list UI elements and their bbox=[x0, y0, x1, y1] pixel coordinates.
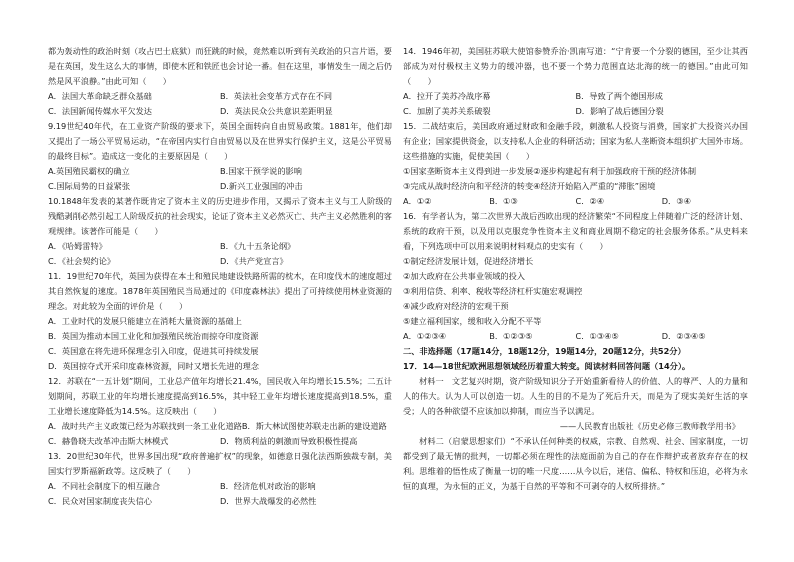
q16-option-a: A．①②③④ bbox=[403, 331, 447, 341]
q13-options-row2 bbox=[48, 494, 392, 509]
q9-option-d: D.新兴工业强国的冲击 bbox=[220, 181, 303, 191]
q13-option-d: D．世界大战爆发的必然性 bbox=[220, 496, 317, 506]
q8-options-row1 bbox=[48, 89, 392, 104]
q15-item-line2: ③完成从战时经济向和平经济的转变④经济开始陷入严重的“滞胀”困境 bbox=[403, 181, 656, 191]
q10-option-a: A．《哈姆雷特》 bbox=[48, 241, 107, 251]
q12-options-row1 bbox=[48, 419, 392, 434]
q16-item-1: ①制定经济发展计划，促进经济增长 bbox=[403, 256, 534, 266]
q11-option-c: C．英国意在将先进环保理念引入印度，促进其可持续发展 bbox=[48, 346, 259, 356]
q14-stem: 14．1946年初，美国驻苏联大使馆参赞乔治·凯南写道：“宁肯要一个分裂的德国，至少让其西部成为对付极权主义势力的缓冲器，也不要一个势力范围直达北海的统一的德国。”由此可知（ ） bbox=[403, 46, 748, 86]
q13-options-row1 bbox=[48, 479, 392, 494]
q14-options-row2 bbox=[403, 104, 748, 119]
q17-title: 17．14—18世纪欧洲思想领域经历着重大转变。阅读材料回答问题（14分）。 bbox=[403, 361, 691, 371]
q12-option-c: C．赫鲁晓夫改革冲击斯大林模式 bbox=[48, 436, 169, 446]
q15-item-line1: ①国家垄断资本主义得到进一步发展②逐步构建起有利于加强政府干预的经济体制 bbox=[403, 166, 697, 176]
q8-options-row2 bbox=[48, 104, 392, 119]
q16-item-5: ⑤建立福利国家，缓和收入分配不平等 bbox=[403, 316, 542, 326]
q16-option-d: D．②③④⑤ bbox=[661, 331, 706, 341]
q15-option-b: B．①③ bbox=[489, 196, 518, 206]
q12-option-b: B．斯大林试图使苏联走出新的建设道路 bbox=[241, 421, 387, 431]
q12-options-row2 bbox=[48, 434, 392, 449]
q11-stem: 11．19世纪70年代，英国为获得在本土和殖民地建设铁路所需的枕木，在印度伐木的速度超过其自然恢复的速度。1878年英国殖民当局通过的《印度森林法》提出了可持续使用林业资源的理念。对此较为全面的评价是（ ） bbox=[48, 271, 392, 311]
q14-option-d: D．影响了战后德国分裂 bbox=[575, 106, 664, 116]
q8-option-d: D．英法民众公共意识差距明显 bbox=[220, 106, 333, 116]
q10-options-row1 bbox=[48, 239, 392, 254]
q13-stem: 13．20世纪30年代，世界多国出现“政府普遍扩权”的现象，如德意日强化法西斯独裁专制，美国实行罗斯福新政等。这反映了（ ） bbox=[48, 451, 392, 476]
q11-option-b: B．英国为推动本国工业化和加强殖民统治而掠夺印度资源 bbox=[48, 331, 259, 341]
q12-stem: 12．苏联在“一五计划”期间，工业总产值年均增长21.4%，国民收入年均增长15.5%；二五计划期间，苏联工业的年均增长速度提高到16.5%，其中轻工业年均增长速度提高到18.5%，重工业增长速度降低为14.5%。这反映出（ ） bbox=[48, 376, 392, 416]
q8-option-c: C．法国新闻传媒水平欠发达 bbox=[48, 106, 152, 116]
q16-item-2: ②加大政府在公共事业领域的投入 bbox=[403, 271, 525, 281]
q16-item-4: ④减少政府对经济的宏观干预 bbox=[403, 301, 509, 311]
q10-option-b: B．《九十五条论纲》 bbox=[220, 241, 296, 251]
q14-options-row1 bbox=[403, 89, 748, 104]
q14-option-c: C．加剧了美苏关系破裂 bbox=[403, 106, 491, 116]
q16-item-3: ③利用信贷、利率、税收等经济杠杆实施宏观调控 bbox=[403, 286, 583, 296]
q16-option-c: C．①③④⑤ bbox=[575, 331, 619, 341]
q15-option-a: A．①② bbox=[403, 196, 432, 206]
q15-stem: 15．二战结束后，美国政府通过财政和金融手段，刺激私人投资与消费，国家扩大投资兴办国有企业；国家提供资金，以支持私人企业的科研活动；国家为私人垄断资本组织扩大国外市场。这些措施的实施，促使美国（ ） bbox=[403, 121, 748, 161]
q15-options bbox=[403, 194, 748, 209]
q13-option-a: A．不同社会制度下的相互融合 bbox=[48, 481, 161, 491]
q9-option-c: C.国际局势的日益紧张 bbox=[48, 181, 131, 191]
left-column bbox=[48, 44, 392, 509]
q9-stem: 9.19世纪40年代，在工业资产阶级的要求下，英国全面转向自由贸易政策。1881年，他们却又提出了一场公平贸易运动，“在帝国内实行自由贸易以及在世界实行保护主义，这是公平贸易的最终目标”。造成这一变化的主要原因是（ ） bbox=[48, 121, 392, 161]
q12-option-d: D．物质利益的刺激而导致积极性提高 bbox=[220, 436, 358, 446]
q11-option-d: D．英国掠夺式开采印度森林资源，同时又增长先进的理念 bbox=[48, 361, 259, 371]
q16-option-b: B．①②③⑤ bbox=[489, 331, 533, 341]
section-2-heading: 二、非选择题（17题14分，18题12分，19题14分，20题12分，共52分） bbox=[403, 346, 686, 356]
q10-option-c: C．《社会契约论》 bbox=[48, 256, 116, 266]
q8-stem: 都为轰动性的政治时刻（攻占巴士底狱）而狂跳的时候，竟然难以听到有关政治的只言片语，要是在英国，发生这么大的事情，即使木匠和铁匠也会讨论一番。但在这里，事情发生一周之后仍然是风平浪静。”由此可知（ ） bbox=[48, 46, 392, 86]
q10-stem: 10.1848年发表的某著作既肯定了资本主义的历史进步作用，又揭示了资本主义与工人阶级的残酷剥削必然引起工人阶级反抗的社会现实，论证了资本主义必然灭亡、共产主义必然胜利的客观规律。该著作可能是（ ） bbox=[48, 196, 392, 236]
q13-option-b: B．经济危机对政治的影响 bbox=[220, 481, 316, 491]
q16-options bbox=[403, 329, 748, 344]
q9-option-b: B.国家干预学说的影响 bbox=[220, 166, 302, 176]
material-1-source: ——人民教育出版社《历史必修三教师教学用书》 bbox=[559, 421, 740, 431]
q10-option-d: D．《共产党宣言》 bbox=[220, 256, 288, 266]
q15-option-d: D．③④ bbox=[661, 196, 691, 206]
q15-option-c: C．②④ bbox=[575, 196, 605, 206]
q16-stem: 16．有学者认为，第二次世界大战后西欧出现的经济繁荣“不同程度上伴随着广泛的经济计划、系统的政府干预，以及用以克服竞争性资本主义和商业周期不稳定的社会服务体系。”从史料来看，下列选项中可以用来说明材料观点的史实有（ ） bbox=[403, 211, 748, 251]
q14-option-b: B．导致了两个德国形成 bbox=[575, 91, 663, 101]
material-1: 材料一 文艺复兴时期，资产阶级知识分子开始重新看待人的价值、人的尊严、人的力量和人的伟大。认为人可以创造一切。人生的目的不是为了死后升天，而是为了现实美好生活的享受；人的各种欲望不应该加以抑制，而应当予以满足。 bbox=[403, 376, 748, 416]
q8-option-a: A．法国大革命缺乏群众基础 bbox=[48, 91, 152, 101]
q9-option-a: A.英国殖民霸权的确立 bbox=[48, 166, 130, 176]
material-2: 材料二（启蒙思想家们）“不承认任何种类的权威，宗教、自然观、社会、国家制度，一切都受到了最无情的批判，一切都必须在理性的法庭面前为自己的存在作辩护或者放弃存在的权利。思维着的悟性成了衡量一切的唯一尺度……从今以后，迷信、偏私、特权和压迫，必将为永恒的真理，为永恒的正义，为基于自然的平等和不可剥夺的人权所排挤。” bbox=[403, 436, 748, 491]
q10-options-row2 bbox=[48, 254, 392, 269]
q9-options-row2 bbox=[48, 179, 392, 194]
q9-options-row1 bbox=[48, 164, 392, 179]
right-column bbox=[403, 44, 748, 494]
q13-option-c: C．民众对国家制度丧失信心 bbox=[48, 496, 152, 506]
q11-option-a: A．工业时代的发展只能建立在消耗大量资源的基础上 bbox=[48, 316, 242, 326]
q14-option-a: A．拉开了美苏冷战序幕 bbox=[403, 91, 491, 101]
q12-option-a: A．战时共产主义政策已经为苏联找到一条工业化道路 bbox=[48, 421, 242, 431]
q8-option-b: B．英法社会变革方式存在不同 bbox=[220, 91, 333, 101]
